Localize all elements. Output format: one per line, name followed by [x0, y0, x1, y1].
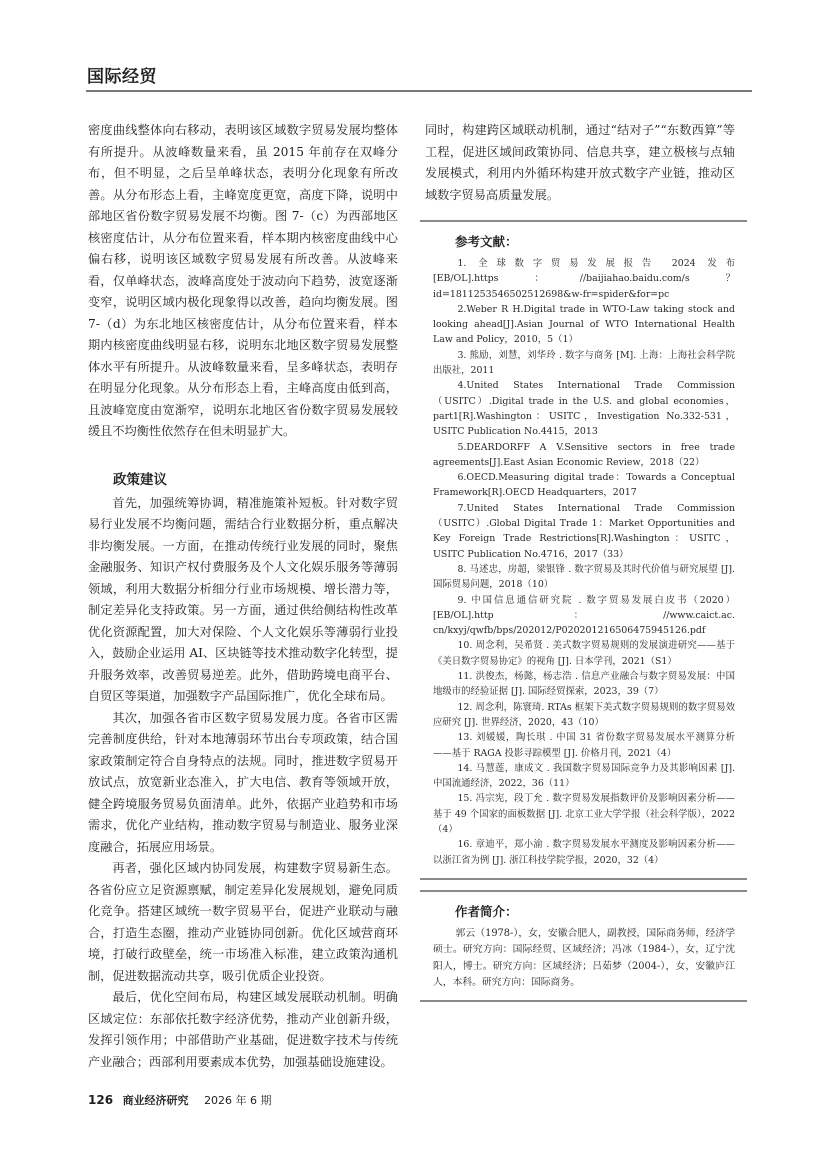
reference-item: 6.OECD.Measuring digital trade：Towards a Conceptual Framework[R].OECD Headquarters，2017 — [433, 472, 735, 499]
reference-item: 9. 中国信息通信研究院 . 数字贸易发展白皮书（2020）[EB/OL].http：//www.caict.ac. cn/kxyj/qwfb/bps/202012/P020201216506475945126.pdf — [433, 594, 735, 637]
left-column — [88, 120, 398, 1073]
body-paragraph-continued: 同时，构建跨区域联动机制，通过“结对子”“东数西算”等工程，促进区域间政策协同、信息共享，建立极核与点轴发展模式，利用内外循环构建开放式数字产业链，推动区域数字贸易高质量发展。 — [425, 123, 735, 202]
section-heading-policy: 政策建议 — [113, 471, 167, 488]
body-paragraph: 其次，加强各省市区数字贸易发展力度。各省市区需完善制度供给，针对本地薄弱环节出台专项政策，结合国家政策制定符合自身特点的法规。同时，推进数字贸易开放试点，放宽新业态准入，扩大电信、教育等领域开放，健全跨境服务贸易负面清单。此外，依据产业趋势和市场需求，优化产业结构，推动数字贸易与制造业、服务业深度融合，拓展应用场景。 — [88, 710, 398, 854]
reference-item: 15. 冯宗宪，段丁允 . 数字贸易发展指数评价及影响因素分析——基于 49 个国家的面板数据 [J]. 北京工业大学学报（社会科学版），2022（4） — [433, 793, 735, 835]
reference-item: 3. 熊励，刘慧，刘华玲 . 数字与商务 [M]. 上海：上海社会科学院出版社，2011 — [433, 349, 735, 377]
section-title: 国际经贸 — [87, 67, 157, 87]
reference-item: 1. 全球数字贸易发展报告 2024 发布 [EB/OL].https：//baijiahao.baidu.com/s？ id=1811253546502512698&w-fr=spider&for=pc — [433, 258, 735, 300]
journal-name: 商业经济研究 — [122, 1094, 189, 1107]
author-bio: 郭云（1978-），女，安徽合肥人，副教授，国际商务师，经济学硕士。研究方向：国际经贸、区域经济；冯冰（1984-），女，辽宁沈阳人，博士。研究方向：区域经济；吕茹梦（2004-），女，安徽庐江人，本科。研究方向：国际商务。 — [433, 927, 735, 989]
reference-item: 13. 刘媛媛，陶长琪 . 中国 31 省份数字贸易发展水平测算分析——基于 RAGA 投影寻踪模型 [J]. 价格月刊，2021（4） — [433, 732, 735, 759]
references-bottom-rule — [420, 878, 747, 880]
reference-item: 11. 洪俊杰，杨懿，杨志浩 . 信息产业融合与数字贸易发展：中国地级市的经验证据 [J]. 国际经贸探索，2023，39（7） — [433, 671, 735, 698]
reference-item: 10. 周念利，吴希贤 . 美式数字贸易规则的发展演进研究——基于《美日数字贸易协定》的视角 [J]. 日本学刊，2021（S1） — [433, 640, 735, 667]
reference-item: 2.Weber R H.Digital trade in WTO-Law taking stock and looking ahead[J].Asian Journal of WTO International Health Law and Policy，2010，5（1） — [433, 303, 735, 346]
reference-item: 12. 周念利，陈寰琦. RTAs 框架下美式数字贸易规则的数字贸易效应研究 [J]. 世界经济，2020，43（10） — [433, 701, 735, 728]
reference-item: 4.United States International Trade Commission（USITC）.Digital trade in the U.S. and global economies，part1[R].Washington：USITC，Investigation No.332-531，USITC Publication No.4415，2013 — [433, 380, 735, 438]
author-title: 作者简介： — [455, 903, 518, 919]
author-top-rule — [420, 890, 747, 892]
references-title: 参考文献： — [455, 234, 518, 249]
references-list — [425, 256, 735, 868]
header-rule — [86, 90, 752, 92]
page-footer — [88, 1092, 272, 1108]
reference-item: 5.DEARDORFF A V.Sensitive sectors in free trade agreements[J].East Asian Economic Review，2018（22） — [433, 441, 735, 468]
right-column — [425, 120, 735, 1002]
issue-label: 2026 年 6 期 — [204, 1094, 272, 1107]
reference-item: 14. 马慧莲，康成文 . 我国数字贸易国际竞争力及其影响因素 [J]. 中国流通经济，2022，36（11） — [433, 762, 735, 790]
reference-item: 7.United States International Trade Commission（USITC）.Global Digital Trade 1：Market Opportunities and Key Foreign Trade Restrictions[R].Washington：USITC， USITC Publication No.4716，2017（33） — [433, 502, 735, 560]
body-paragraph: 首先，加强统筹协调，精准施策补短板。针对数字贸易行业发展不均衡问题，需结合行业数据分析，重点解决非均衡发展。一方面，在推动传统行业发展的同时，聚焦金融服务、知识产权付费服务及个人文化娱乐服务等薄弱领域，利用大数据分析细分行业市场规模、增长潜力等，制定差异化支持政策。另一方面，通过供给侧结构性改革优化资源配置，加大对保险、个人文化娱乐等薄弱行业投入，鼓励企业运用 AI、区块链等技术推动数字化转型，提升服务效率，改善贸易逆差。此外，借助跨境电商平台、自贸区等渠道，加强数字产品国际推广，优化全球布局。 — [88, 495, 398, 703]
body-paragraph-continued: 密度曲线整体向右移动，表明该区域数字贸易发展均整体有所提升。从波峰数量来看，虽 2015 年前存在双峰分布，但不明显，之后呈单峰状态，表明分化现象有所改善。从分布形态上看，主峰宽度更宽，高度下降，说明中部地区省份数字贸易发展不均衡。图 7-（c）为西部地区核密度估计，从分布位置来看，样本期内核密度曲线中心偏右移，说明该区域数字贸易发展有所改善。从波峰来看，仅单峰状态，波峰高度处于波动向下趋势，波宽逐渐变窄，说明区域内极化现象得以改善，趋向均衡发展。图 7-（d）为东北地区核密度估计，从分布位置来看，样本期内核密度曲线明显右移，说明东北地区数字贸易发展整体水平有所提升。从波峰数量来看，呈多峰状态，表明存在明显分化现象。从分布形态上看，主峰高度由低到高，且波峰宽度由宽渐窄，说明东北地区省份数字贸易发展较缓且不均衡性依然存在但未明显扩大。 — [88, 123, 398, 438]
references-top-rule — [420, 220, 747, 222]
author-bottom-rule — [420, 1000, 747, 1002]
body-paragraph: 最后，优化空间布局，构建区域发展联动机制。明确区域定位：东部依托数字经济优势，推动产业创新升级，发挥引领作用；中部借助产业基础，促进数字技术与传统产业融合；西部利用要素成本优势，加强基础设施建设。 — [88, 990, 398, 1069]
page-number: 126 — [88, 1093, 114, 1107]
reference-item: 8. 马述忠，房超，梁银锋 . 数字贸易及其时代价值与研究展望 [J]. 国际贸易问题，2018（10） — [433, 563, 735, 591]
body-paragraph: 再者，强化区域内协同发展，构建数字贸易新生态。各省份应立足资源禀赋，制定差异化发展规划，避免同质化竞争。搭建区域统一数字贸易平台，促进产业联动与融合，打造生态圈，推动产业链协同创新。优化区域营商环境，打破行政壁垒，统一市场准入标准，建立政策沟通机制，促进数据流动共享，吸引优质企业投资。 — [88, 861, 398, 983]
reference-item: 16. 章迪平，郑小渝 . 数字贸易发展水平测度及影响因素分析——以浙江省为例 [J]. 浙江科技学院学报，2020，32（4） — [433, 839, 735, 866]
